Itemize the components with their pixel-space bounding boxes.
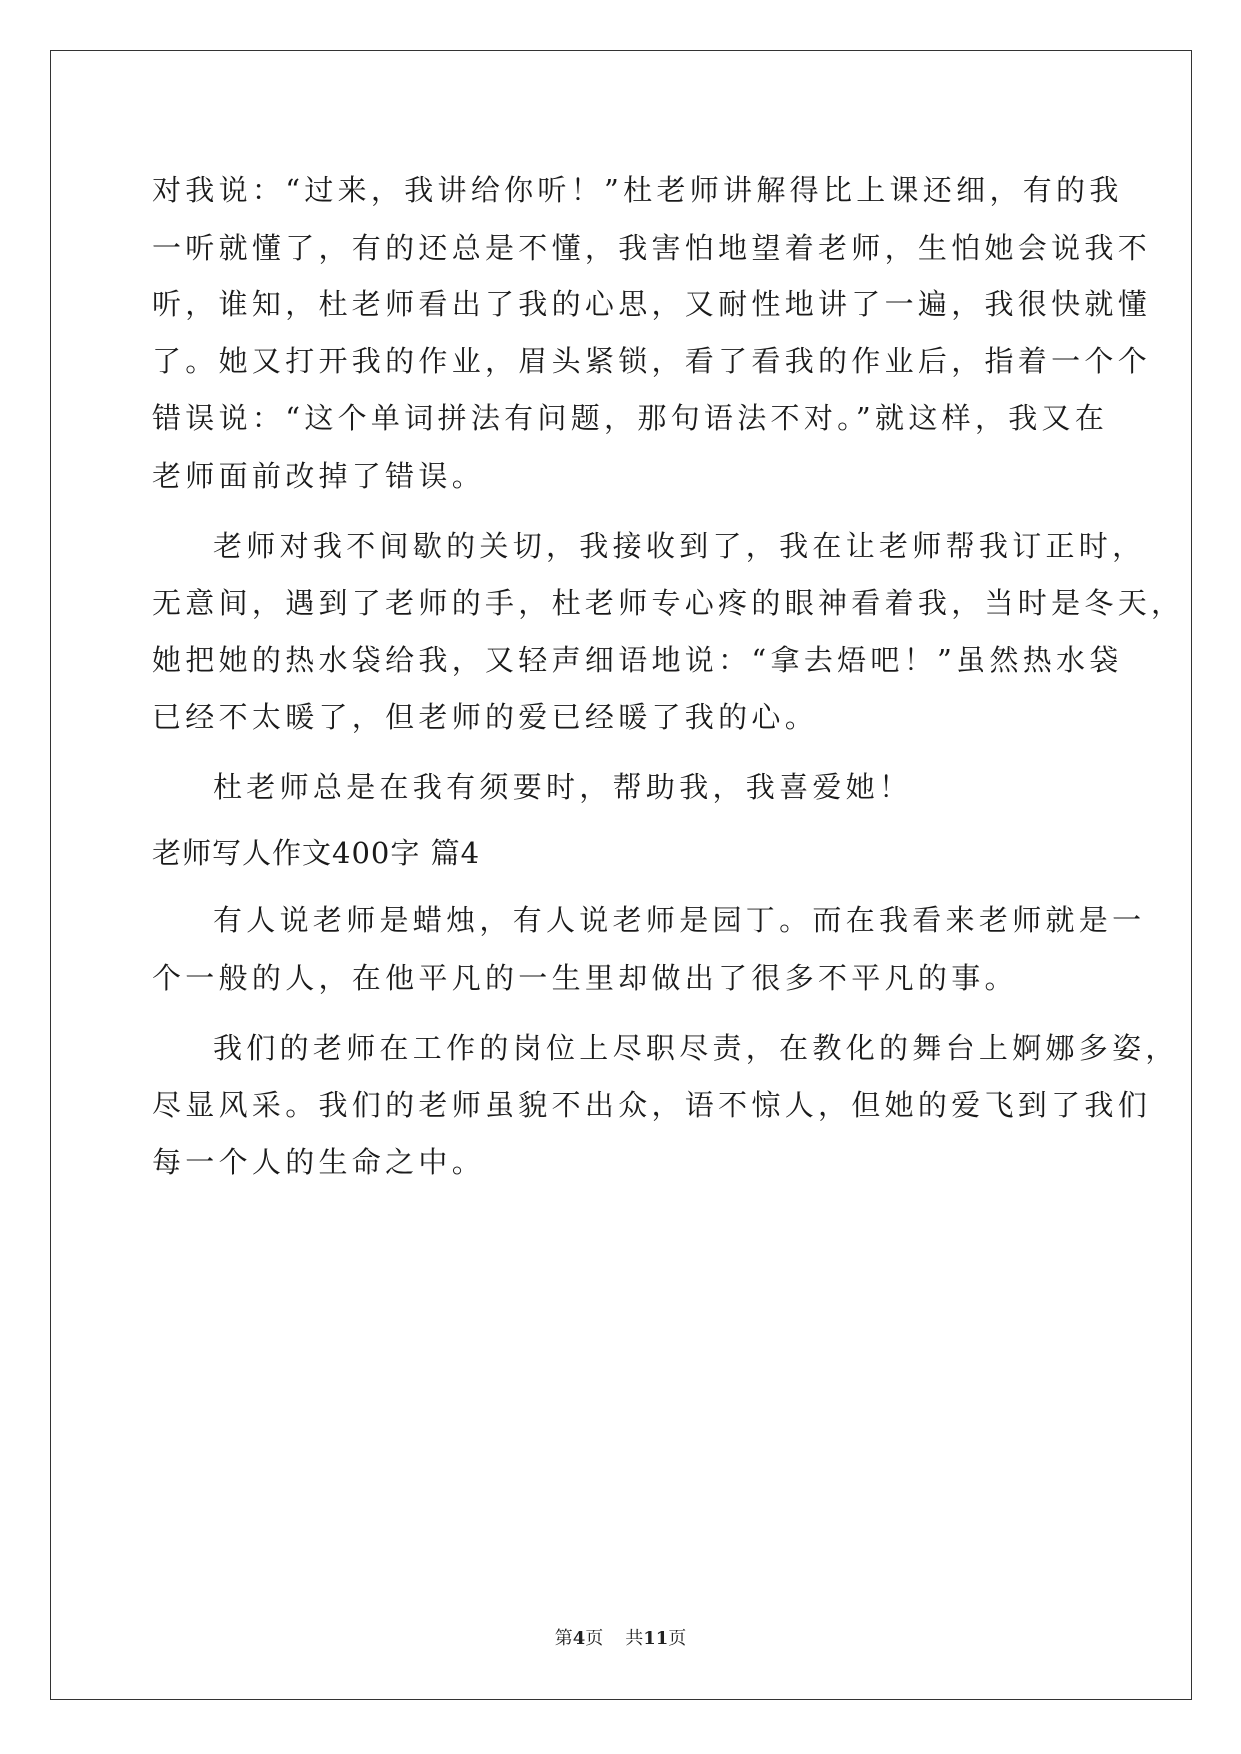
text-line: 尽显风采。我们的老师虽貌不出众，语不惊人，但她的爱飞到了我们 (152, 1088, 1152, 1122)
text-line: 我们的老师在工作的岗位上尽职尽责，在教化的舞台上婀娜多姿， (213, 1031, 1179, 1065)
text-line: 听，谁知，杜老师看出了我的心思，又耐性地讲了一遍，我很快就懂 (152, 287, 1152, 321)
total-suffix: 页 (668, 1628, 687, 1649)
text-line: 有人说老师是蜡烛，有人说老师是园丁。而在我看来老师就是一 (213, 903, 1146, 937)
text-line: 每一个人的生命之中。 (152, 1145, 486, 1179)
text-line: 她把她的热水袋给我，又轻声细语地说：“拿去焐吧！”虽然热水袋 (152, 643, 1123, 677)
section-heading: 老师写人作文400字 篇4 (152, 836, 481, 870)
text-line: 一听就懂了，有的还总是不懂，我害怕地望着老师，生怕她会说我不 (152, 231, 1152, 265)
total-prefix: 共 (625, 1628, 644, 1649)
page-footer (0, 1624, 1241, 1650)
text-line: 杜老师总是在我有须要时，帮助我，我喜爱她！ (213, 770, 913, 804)
text-line: 无意间，遇到了老师的手，杜老师专心疼的眼神看着我，当时是冬天， (152, 586, 1185, 620)
text-line: 个一般的人，在他平凡的一生里却做出了很多不平凡的事。 (152, 961, 1018, 995)
page-suffix: 页 (585, 1628, 604, 1649)
text-line: 已经不太暖了，但老师的爱已经暖了我的心。 (152, 700, 819, 734)
total-pages: 11 (643, 1628, 669, 1649)
text-line: 了。她又打开我的作业，眉头紧锁，看了看我的作业后，指着一个个 (152, 344, 1152, 378)
text-line: 对我说：“过来，我讲给你听！”杜老师讲解得比上课还细，有的我 (152, 173, 1123, 207)
text-line: 错误说：“这个单词拼法有问题，那句语法不对。”就这样，我又在 (152, 401, 1109, 435)
page-number: 4 (572, 1628, 586, 1649)
page-prefix: 第 (554, 1628, 573, 1649)
text-line: 老师对我不间歇的关切，我接收到了，我在让老师帮我订正时， (213, 529, 1146, 563)
text-line: 老师面前改掉了错误。 (152, 459, 486, 493)
